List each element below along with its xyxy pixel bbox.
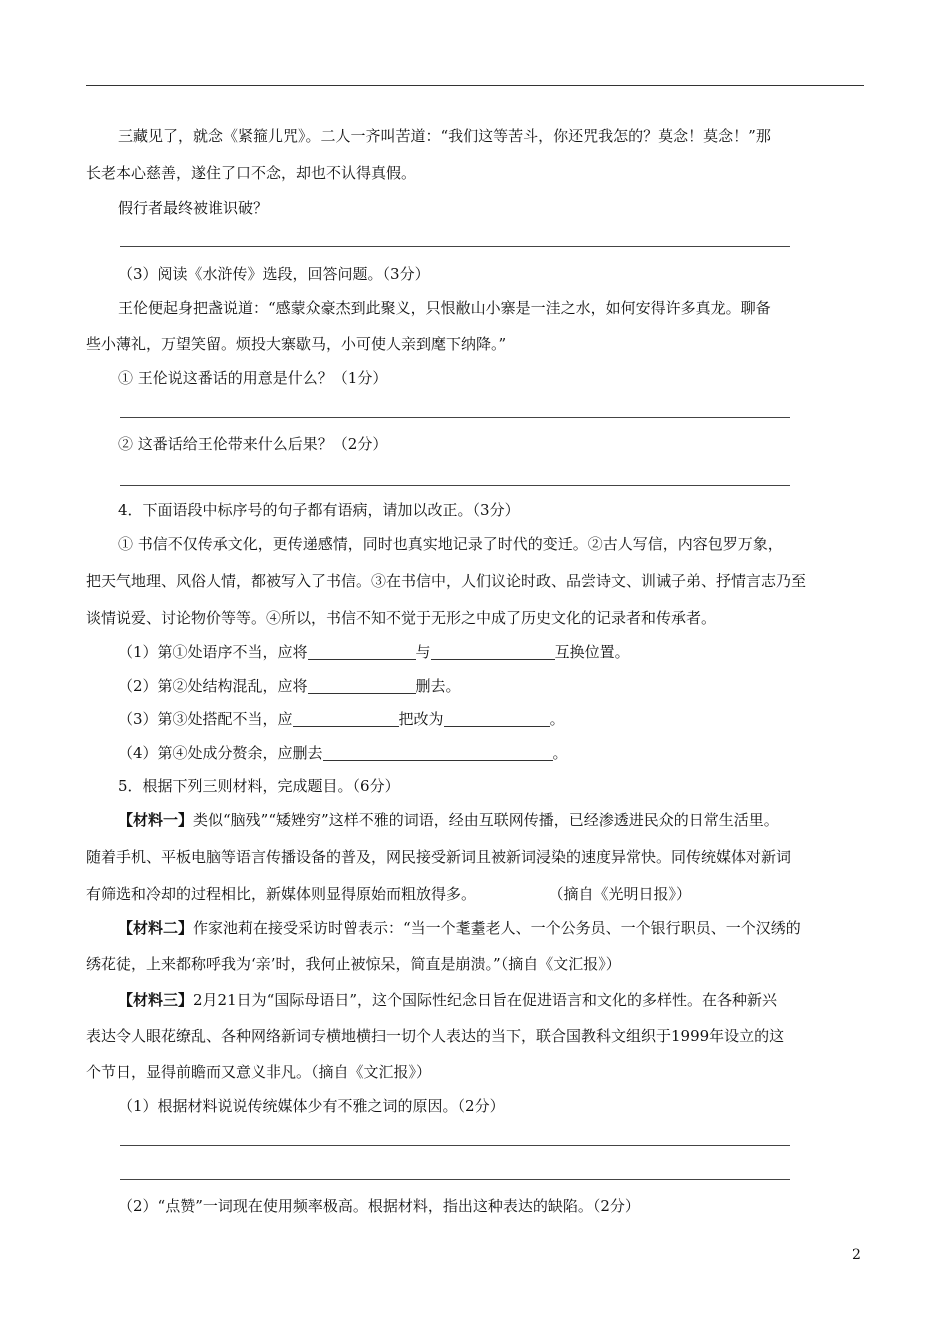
fill-blank[interactable] bbox=[444, 711, 550, 727]
question-text: 4．下面语段中标序号的句子都有语病，请加以改正。（3分） bbox=[118, 501, 520, 519]
material-text: 类似“脑残”“矮矬穷”这样不雅的词语，经由互联网传播，已经渗透进民众的日常生活里。 bbox=[193, 811, 779, 829]
passage-line: 三藏见了，就念《紧箍儿咒》。二人一齐叫苦道：“我们这等苦斗，你还咒我怎的？莫念！莫念！”那 bbox=[118, 127, 771, 145]
material-three bbox=[118, 990, 908, 1010]
fill-label: （4）第④处成分赘余，应删去 bbox=[118, 744, 323, 762]
answer-line[interactable] bbox=[120, 485, 790, 486]
question-text: ② 这番话给王伦带来什么后果？（2分） bbox=[118, 435, 388, 453]
passage-line: 随着手机、平板电脑等语言传播设备的普及，网民接受新词且被新词浸染的速度异常快。同传统媒体对新词 bbox=[86, 848, 792, 866]
passage-line: 绣花徒，上来都称呼我为‘亲’时，我何止被惊呆，简直是崩溃。”（摘自《文汇报》） bbox=[86, 955, 621, 973]
fill-blank[interactable] bbox=[308, 678, 416, 694]
passage-line: ① 书信不仅传承文化，更传递感情，同时也真实地记录了时代的变迁。②古人写信，内容包罗万象， bbox=[118, 535, 783, 553]
answer-line[interactable] bbox=[120, 246, 790, 247]
passage-line bbox=[86, 884, 876, 904]
fill-question bbox=[118, 642, 908, 662]
fill-question bbox=[118, 709, 908, 729]
passage-line: 些小薄礼，万望笑留。烦投大寨歇马，小可使人亲到麾下纳降。” bbox=[86, 335, 507, 353]
fill-blank[interactable] bbox=[431, 644, 555, 660]
fill-blank[interactable] bbox=[323, 745, 553, 761]
fill-label: （2）第②处结构混乱，应将 bbox=[118, 677, 308, 695]
answer-line[interactable] bbox=[120, 1179, 790, 1180]
material-text: 2月21日为“国际母语日”，这个国际性纪念日旨在促进语言和文化的多样性。在各种新兴 bbox=[193, 991, 777, 1009]
material-tag: 【材料一】 bbox=[118, 811, 194, 829]
question-text: （3）阅读《水浒传》选段，回答问题。（3分） bbox=[118, 265, 430, 283]
fill-label: （1）第①处语序不当，应将 bbox=[118, 643, 308, 661]
fill-blank[interactable] bbox=[308, 644, 416, 660]
material-tag: 【材料二】 bbox=[118, 919, 194, 937]
fill-question bbox=[118, 676, 908, 696]
material-one bbox=[118, 810, 908, 830]
fill-label: （3）第③处搭配不当，应 bbox=[118, 710, 293, 728]
passage-line: 表达令人眼花缭乱、各种网络新词专横地横扫一切个人表达的当下，联合国教科文组织于1999年设立的这 bbox=[86, 1027, 785, 1045]
question-text: ① 王伦说这番话的用意是什么？（1分） bbox=[118, 369, 388, 387]
passage-line: 王伦便起身把盏说道：“感蒙众豪杰到此聚义，只恨敝山小寨是一洼之水，如何安得许多真龙。聊备 bbox=[118, 299, 771, 317]
material-two bbox=[118, 918, 908, 938]
fill-label: 。 bbox=[552, 744, 568, 762]
question-text: （1）根据材料说说传统媒体少有不雅之词的原因。（2分） bbox=[118, 1097, 505, 1115]
answer-line[interactable] bbox=[120, 417, 790, 418]
question-text: （2）“点赞”一词现在使用频率极高。根据材料，指出这种表达的缺陷。（2分） bbox=[118, 1197, 640, 1215]
fill-question bbox=[118, 743, 908, 763]
fill-label: 。 bbox=[549, 710, 565, 728]
material-text: 作家池莉在接受采访时曾表示：“当一个耄耋老人、一个公务员、一个银行职员、一个汉绣的 bbox=[193, 919, 801, 937]
fill-label: 与 bbox=[415, 643, 431, 661]
source-citation: （摘自《光明日报》） bbox=[556, 885, 692, 903]
fill-label: 把改为 bbox=[398, 710, 444, 728]
material-tag: 【材料三】 bbox=[118, 991, 194, 1009]
page-number: 2 bbox=[852, 1247, 861, 1263]
material-text: 有筛选和冷却的过程相比，新媒体则显得原始而粗放得多。 bbox=[86, 885, 477, 903]
fill-label: 删去。 bbox=[415, 677, 461, 695]
fill-blank[interactable] bbox=[293, 711, 399, 727]
fill-label: 互换位置。 bbox=[554, 643, 630, 661]
question-text: 5．根据下列三则材料，完成题目。（6分） bbox=[118, 777, 400, 795]
passage-line: 个节日，显得前瞻而又意义非凡。（摘自《文汇报》） bbox=[86, 1063, 432, 1081]
answer-line[interactable] bbox=[120, 1145, 790, 1146]
question-text: 假行者最终被谁识破？ bbox=[118, 199, 269, 217]
passage-line: 谈情说爱、讨论物价等等。④所以，书信不知不觉于无形之中成了历史文化的记录者和传承者。 bbox=[86, 609, 717, 627]
passage-line: 把天气地理、风俗人情，都被写入了书信。③在书信中，人们议论时政、品尝诗文、训诫子弟、抒情言志乃至 bbox=[86, 572, 807, 590]
passage-line: 长老本心慈善，遂住了口不念，却也不认得真假。 bbox=[86, 164, 417, 182]
header-rule bbox=[86, 85, 864, 86]
